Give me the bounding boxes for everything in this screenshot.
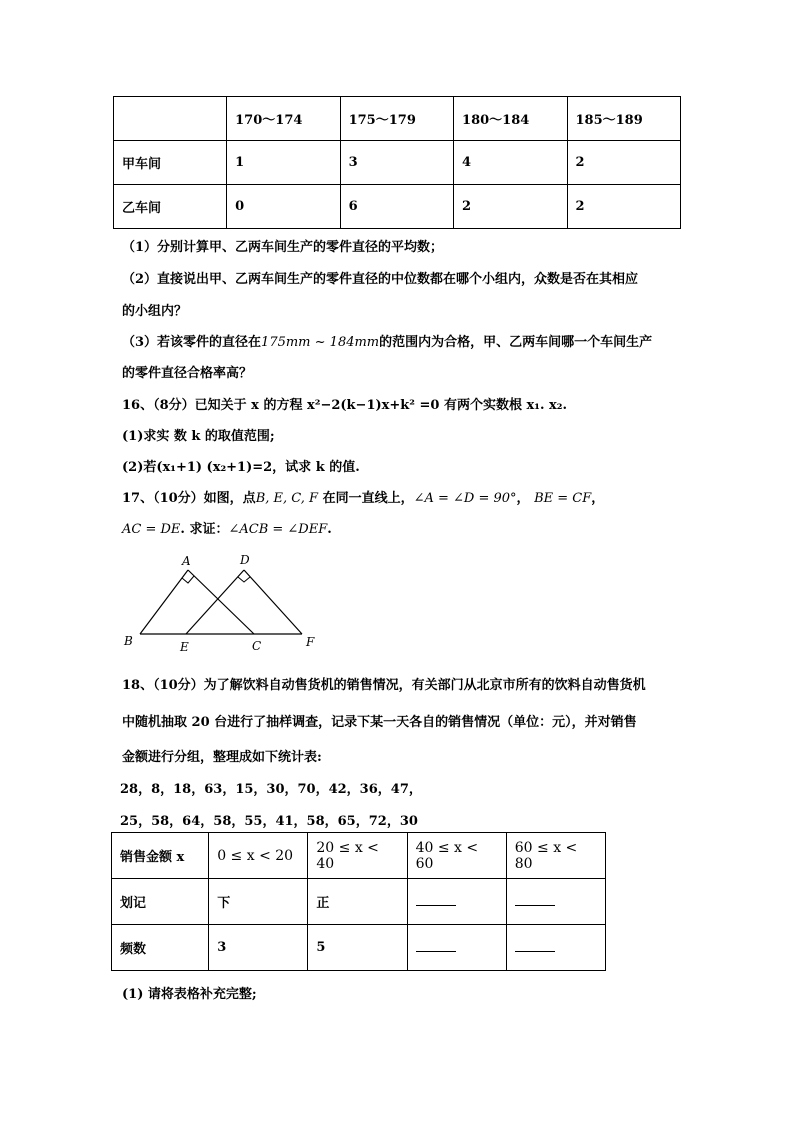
answer-blank[interactable] xyxy=(515,893,555,906)
table-cell: 0 xyxy=(227,185,340,229)
text-span: 16、（8分）已知关于 xyxy=(122,398,247,413)
table-cell xyxy=(114,97,227,141)
table-cell: 175～179 xyxy=(340,97,453,141)
text-span: 的方程 xyxy=(263,398,303,413)
table-cell: 6 xyxy=(340,185,453,229)
text-span: . xyxy=(327,522,332,537)
table-cell: 5 xyxy=(308,925,407,971)
q18-data-line1: 28，8，18，63，15，30，70，42，36，47， xyxy=(120,782,422,797)
table-cell: 频数 xyxy=(112,925,209,971)
text-span: 有两个实数根 xyxy=(443,398,522,413)
right-angle-mark-a xyxy=(182,576,194,583)
table-cell: 4 xyxy=(454,141,567,185)
table-cell[interactable] xyxy=(407,925,506,971)
table-cell: 2 xyxy=(567,185,681,229)
table-row xyxy=(114,97,681,141)
table-cell: 3 xyxy=(209,925,308,971)
text-span: 在同一直线上， xyxy=(322,491,414,506)
answer-blank[interactable] xyxy=(416,893,456,906)
q18-line2: 中随机抽取 20 台进行了抽样调查，记录下某一天各自的销售情况（单位：元），并对销售 xyxy=(122,715,637,730)
right-angle-mark-d xyxy=(238,577,250,582)
table-cell: 1 xyxy=(227,141,340,185)
segment-ed xyxy=(186,570,244,634)
table-cell: 下 xyxy=(209,879,308,925)
table-cell: 20 ≤ x < 40 xyxy=(308,833,407,879)
equation: x²−2(k−1)x+k² =0 xyxy=(307,398,440,413)
table-cell: 60 ≤ x < 80 xyxy=(506,833,605,879)
sales-table xyxy=(111,832,606,971)
points-math: B, E, C, F xyxy=(255,491,319,506)
table-row xyxy=(114,185,681,229)
segment-condition: AC = DE xyxy=(122,522,181,537)
table-row xyxy=(114,141,681,185)
q15-part2-line2: 的小组内？ xyxy=(122,304,188,319)
range-math: 175mm ~ 184mm xyxy=(261,335,380,350)
q16-part2: (2)若(x₁+1) (x₂+1)=2，试求 k 的值. xyxy=(122,460,360,475)
text-span: 17、（10分）如图，点 xyxy=(122,491,256,506)
table-cell: 0 ≤ x < 20 xyxy=(209,833,308,879)
label-e: E xyxy=(180,640,189,654)
q15-part1: （1）分别计算甲、乙两车间生产的零件直径的平均数； xyxy=(122,240,444,255)
q15-part2-line1: （2）直接说出甲、乙两车间生产的零件直径的中位数都在哪个小组内，众数是否在其相应 xyxy=(122,272,639,287)
table-cell: 180～184 xyxy=(454,97,567,141)
label-b: B xyxy=(124,634,133,648)
diameter-table xyxy=(113,96,681,229)
q18-part1: (1) 请将表格补充完整; xyxy=(122,987,257,1002)
table-cell: 170～174 xyxy=(227,97,340,141)
segment-condition: BE = CF xyxy=(534,491,592,506)
table-cell: 40 ≤ x < 60 xyxy=(407,833,506,879)
triangle-figure xyxy=(118,552,328,656)
text-span: . 求证： xyxy=(180,522,229,537)
q18-line3: 金额进行分组，整理成如下统计表: xyxy=(122,750,322,765)
angle-condition: ∠A = ∠D = 90° xyxy=(413,491,517,506)
label-d: D xyxy=(240,553,250,567)
table-cell: 销售金额 x xyxy=(112,833,209,879)
table-row xyxy=(112,925,606,971)
text-span: 的范围内为合格，甲、乙两车间哪一个车间生产 xyxy=(379,335,653,350)
label-c: C xyxy=(252,639,262,653)
goal-math: ∠ACB = ∠DEF xyxy=(228,522,328,537)
label-f: F xyxy=(306,635,315,649)
text-span: （3）若该零件的直径在 xyxy=(122,335,262,350)
table-cell: 正 xyxy=(308,879,407,925)
table-cell: 甲车间 xyxy=(114,141,227,185)
table-cell[interactable] xyxy=(506,879,605,925)
table-cell: 乙车间 xyxy=(114,185,227,229)
roots: x₁. x₂. xyxy=(526,398,567,413)
q15-part3-line2: 的零件直径合格率高？ xyxy=(122,366,253,381)
table-cell: 划记 xyxy=(112,879,209,925)
table-cell: 2 xyxy=(567,141,681,185)
text-span: x xyxy=(251,398,259,413)
q18-line1: 18、（10分）为了解饮料自动售货机的销售情况，有关部门从北京市所有的饮料自动售货机 xyxy=(122,678,646,693)
table-row xyxy=(112,833,606,879)
answer-blank[interactable] xyxy=(416,939,456,952)
table-row xyxy=(112,879,606,925)
table-cell[interactable] xyxy=(506,925,605,971)
q15-part3-line1 xyxy=(122,331,652,350)
q17-head: 17、（10分）如图，点B, E, C, F 在同一直线上，∠A = ∠D = 90°， BE = CF， xyxy=(122,491,605,506)
q16-head xyxy=(122,394,567,413)
segment-ab xyxy=(140,570,188,634)
q17-line2 xyxy=(122,518,332,537)
label-a: A xyxy=(182,554,191,568)
table-cell: 3 xyxy=(340,141,453,185)
segment-df xyxy=(244,570,302,634)
table-cell: 2 xyxy=(454,185,567,229)
table-cell: 185～189 xyxy=(567,97,681,141)
q16-part1: (1)求实 数 k 的取值范围; xyxy=(122,429,275,444)
table-cell[interactable] xyxy=(407,879,506,925)
q18-data-line2: 25，58，64，58，55，41，58，65，72，30 xyxy=(120,814,418,829)
answer-blank[interactable] xyxy=(515,939,555,952)
segment-ac xyxy=(188,570,254,634)
